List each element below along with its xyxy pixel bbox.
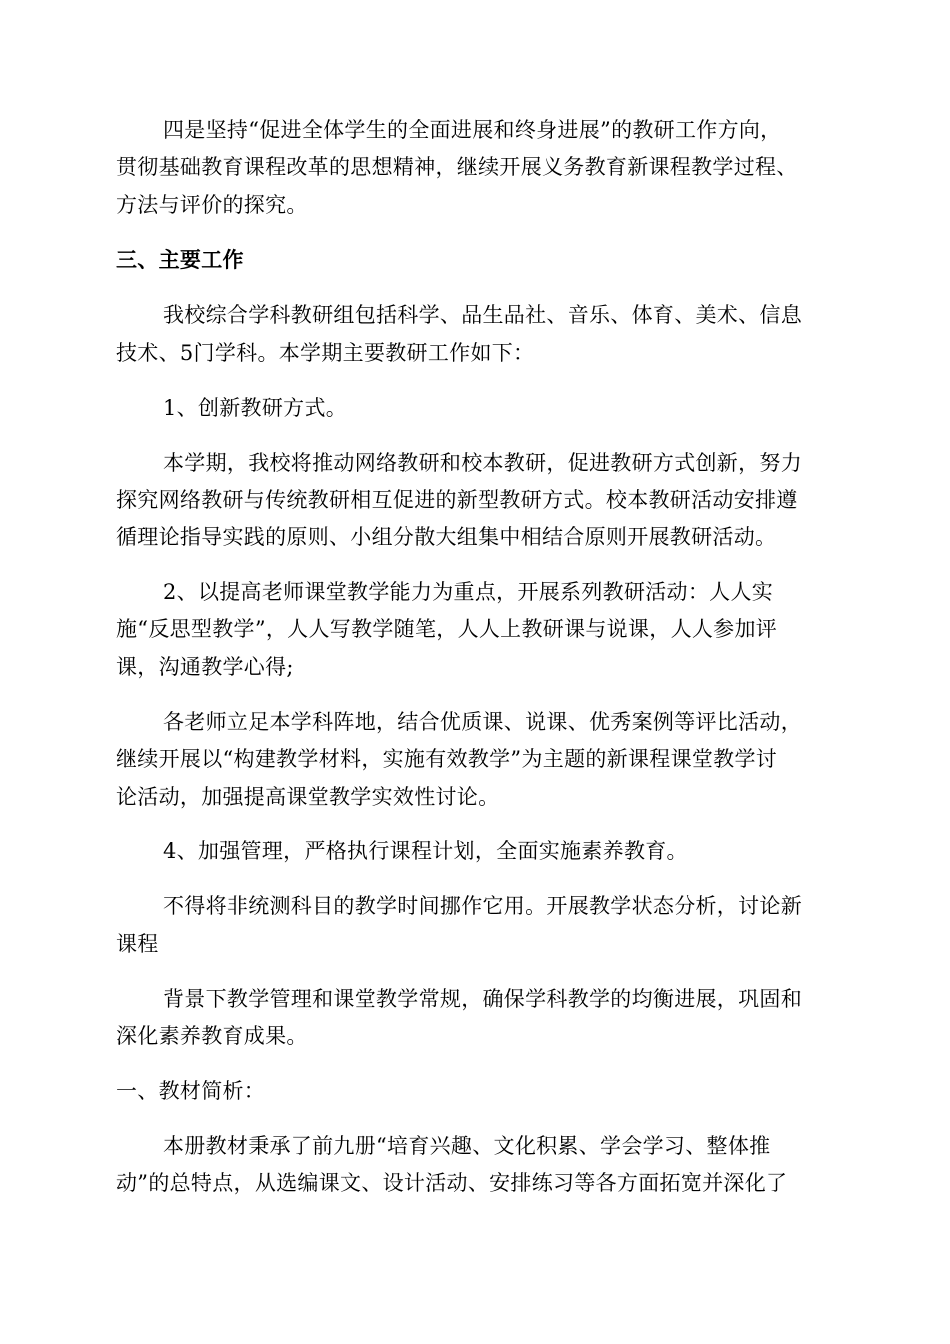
- paragraph-line: 本学期，我校将推动网络教研和校本教研，促进教研方式创新，努力: [163, 451, 802, 475]
- paragraph-line: 四是坚持“促进全体学生的全面进展和终身进展”的教研工作方向，: [163, 118, 782, 142]
- paragraph-line: 背景下教学管理和课堂教学常规，确保学科教学的均衡进展，巩固和: [163, 987, 802, 1011]
- paragraph-line: 探究网络教研与传统教研相互促进的新型教研方式。校本教研活动安排遵: [116, 488, 798, 512]
- paragraph-line: 动”的总特点，从选编课文、设计活动、安排练习等各方面拓宽并深化了: [116, 1171, 788, 1195]
- paragraph-line: 方法与评价的探究。: [116, 193, 308, 217]
- paragraph-line: 课，沟通教学心得;: [116, 655, 294, 679]
- paragraph-line: 我校综合学科教研组包括科学、品生品社、音乐、体育、美术、信息: [163, 303, 802, 327]
- paragraph-line: 技术、5门学科。本学期主要教研工作如下：: [116, 341, 535, 365]
- paragraph-line: 继续开展以“构建教学材料，实施有效教学”为主题的新课程课堂教学讨: [116, 747, 778, 771]
- paragraph-line: 课程: [116, 932, 159, 956]
- list-item-heading: 1、创新教研方式。: [163, 396, 348, 420]
- paragraph-line: 2、以提高老师课堂教学能力为重点，开展系列教研活动：人人实: [163, 580, 774, 604]
- paragraph-line: 本册教材秉承了前九册“培育兴趣、文化积累、学会学习、整体推: [163, 1134, 771, 1158]
- paragraph-line: 循理论指导实践的原则、小组分散大组集中相结合原则开展教研活动。: [116, 525, 777, 549]
- paragraph-line: 施“反思型教学”，人人写教学随笔，人人上教研课与说课，人人参加评: [116, 617, 778, 641]
- paragraph-line: 各老师立足本学科阵地，结合优质课、说课、优秀案例等评比活动，: [163, 710, 802, 734]
- paragraph-line: 论活动，加强提高课堂教学实效性讨论。: [116, 785, 500, 809]
- paragraph-line: 不得将非统测科目的教学时间挪作它用。开展教学状态分析，讨论新: [163, 894, 802, 918]
- paragraph-line: 贯彻基础教育课程改革的思想精神，继续开展义务教育新课程教学过程、: [116, 155, 798, 179]
- section-heading: 一、教材简析：: [116, 1079, 266, 1103]
- list-item-heading: 4、加强管理，严格执行课程计划，全面实施素养教育。: [163, 839, 688, 863]
- paragraph-line: 深化素养教育成果。: [116, 1024, 308, 1048]
- section-heading: 三、主要工作: [116, 247, 244, 272]
